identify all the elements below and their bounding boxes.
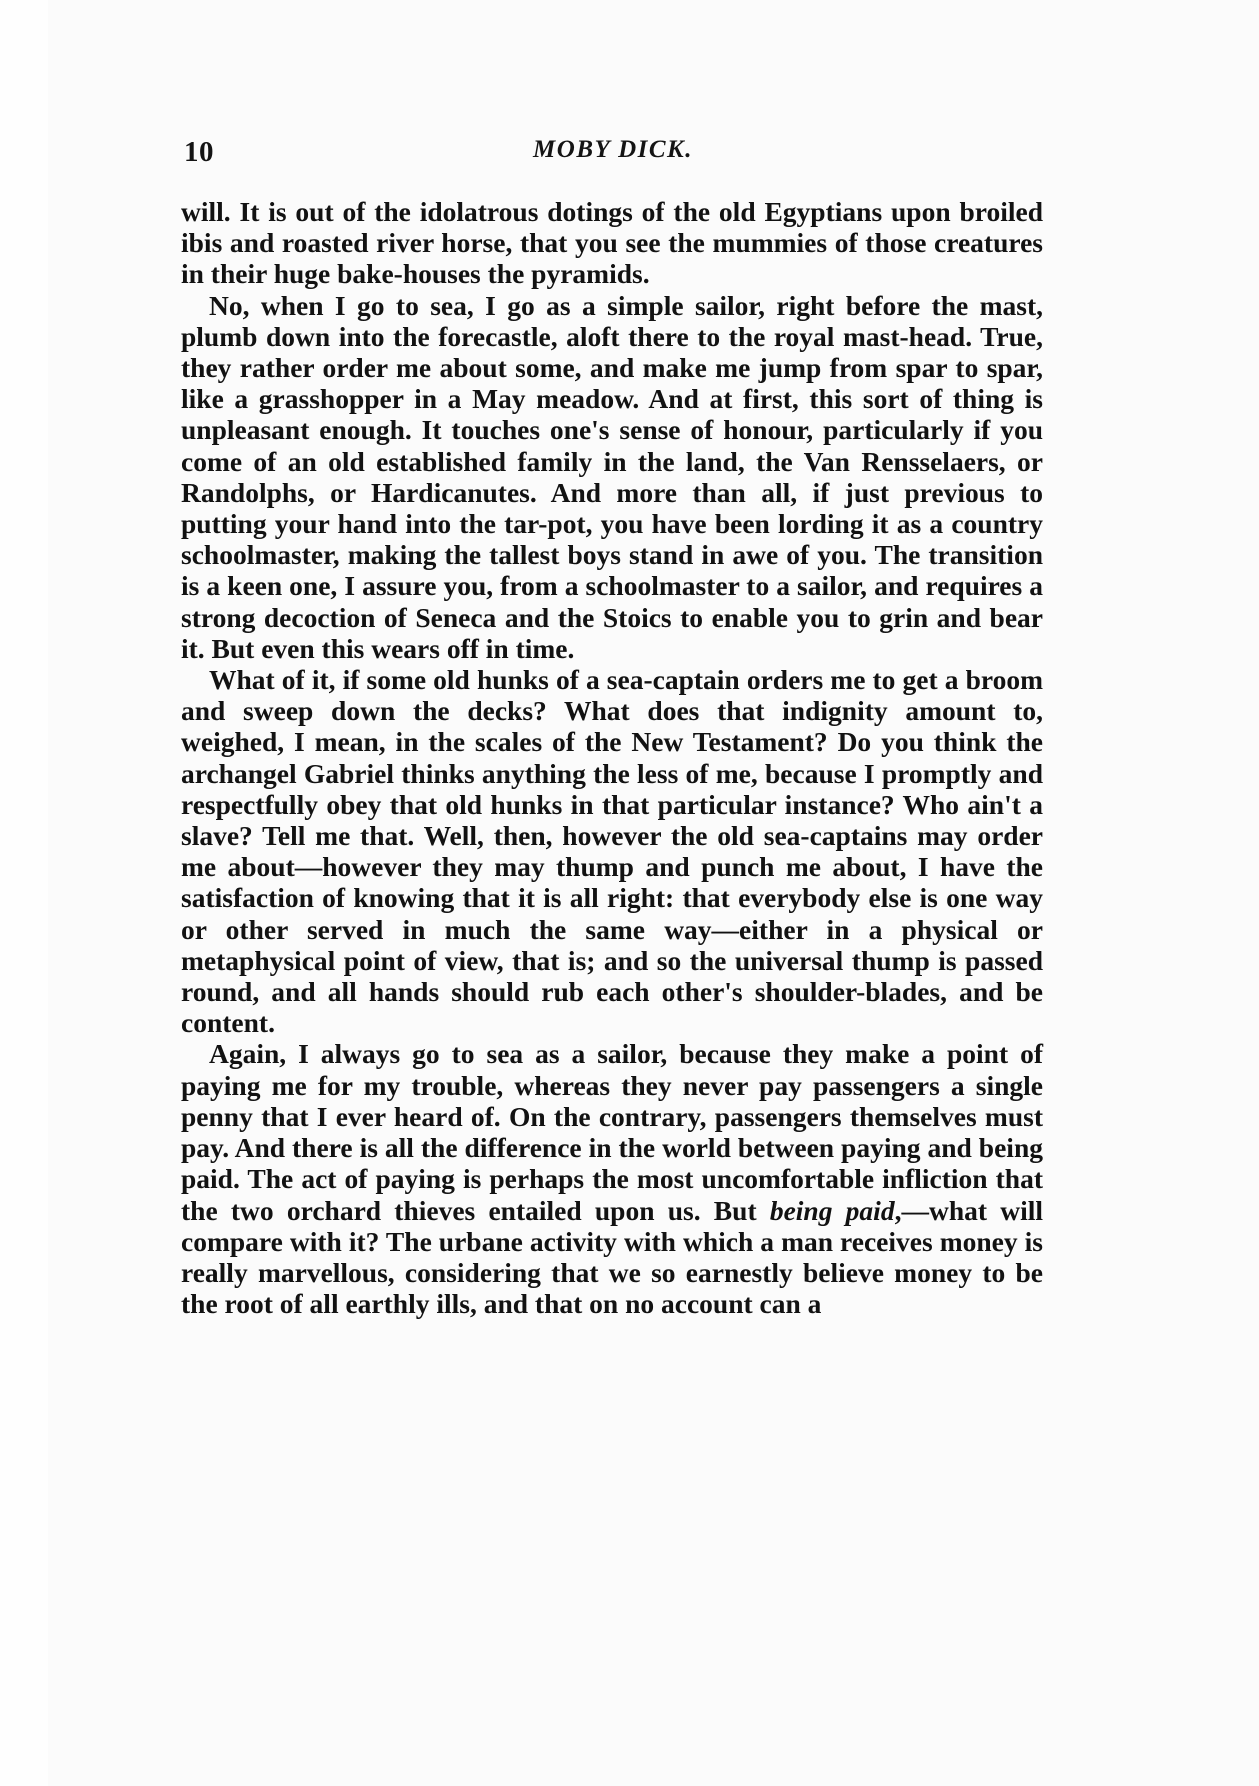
paragraph-text-end: ,—what will compare with it? The urbane activity with which a man receives money is really marvellous, considering that we so earnestly believe money to be the root of all earthly ills, and that on no account can a bbox=[181, 1194, 1044, 1320]
paragraph-text-start: Again, I always go to sea as a sailor, because they make a point of paying me for my trouble, whereas they never pay passengers a single penny that I ever heard of. On the contrary, passengers themselves must pay. And there is all the difference in the world between paying and being paid. The act of paying is perhaps the most uncomfortable infliction that the two orchard thieves entailed upon us. But bbox=[181, 1038, 1043, 1226]
scan-margin bbox=[0, 0, 48, 1786]
page-number: 10 bbox=[184, 136, 214, 168]
paragraph: No, when I go to sea, I go as a simple sailor, right before the mast, plumb down into the forecastle, aloft there to the royal mast-head. True, they rather order me about some, and make me jump from spar to spar, like a grasshopper in a May meadow. And at first, this sort of thing is unpleasant enough. It touches one's sense of honour, particularly if you come of an old established family in the land, the Van Rensselaers, or Randolphs, or Hardicanutes. And more than all, if just previous to putting your hand into the tar-pot, you have been lording it as a country schoolmaster, making the tallest boys stand in awe of you. The transition is a keen one, I assure you, from a schoolmaster to a sailor, and requires a strong decoction of Seneca and the Stoics to enable you to grin and bear it. But even this wears off in time. bbox=[181, 289, 1043, 664]
page-header bbox=[178, 136, 1048, 176]
paragraph-continuation: will. It is out of the idolatrous dotings of the old Egyptians upon broiled ibis and roasted river horse, that you see the mummies of those creatures in their huge bake-houses the pyramids. bbox=[181, 196, 1043, 290]
italic-phrase: being paid bbox=[769, 1194, 895, 1226]
paragraph bbox=[181, 1038, 1043, 1319]
body-text bbox=[181, 196, 1043, 1319]
running-title: MOBY DICK. bbox=[533, 136, 693, 163]
paragraph: What of it, if some old hunks of a sea-captain orders me to get a broom and sweep down the decks? What does that indignity amount to, weighed, I mean, in the scales of the New Testament? Do you think the archangel Gabriel thinks anything the less of me, because I promptly and respectfully obey that old hunks in that particular instance? Who ain't a slave? Tell me that. Well, then, however the old sea-captains may order me about—however they may thump and punch me about, I have the satisfaction of knowing that it is all right: that everybody else is one way or other served in much the same way—either in a physical or metaphysical point of view, that is; and so the universal thump is passed round, and all hands should rub each other's shoulder-blades, and be content. bbox=[181, 664, 1043, 1039]
